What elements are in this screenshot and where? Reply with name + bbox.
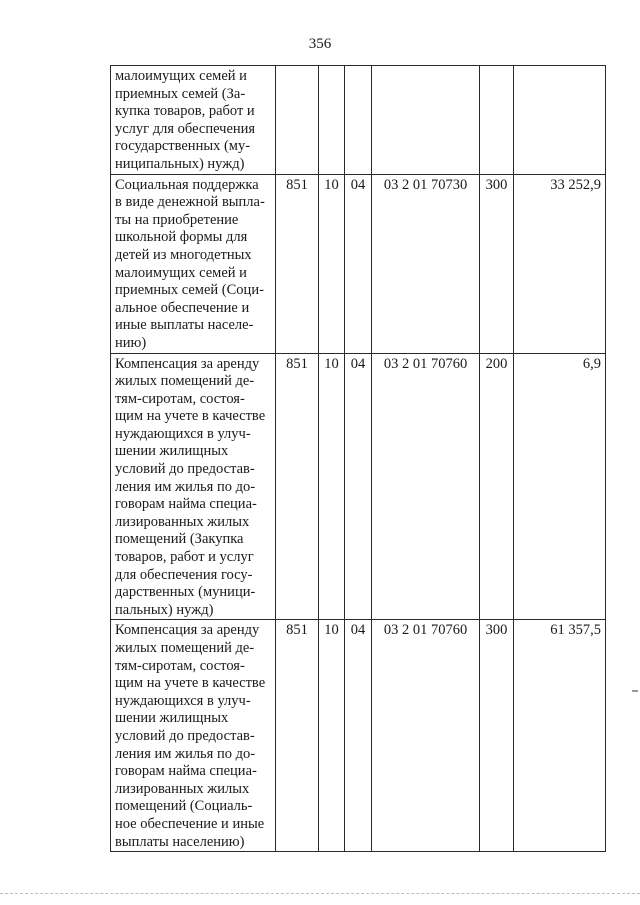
expense-name-line: жилых помещений де-: [115, 373, 255, 390]
sum-cell: 61 357,5: [514, 620, 606, 852]
expense-name-line: помещений (Социаль-: [115, 798, 253, 815]
expense-name-line: говорам найма специа-: [115, 763, 257, 780]
expense-name-line: малоимущих семей и: [115, 68, 247, 84]
expense-name-line: нуждающихся в улуч-: [115, 692, 251, 709]
target-article-cell: 03 2 01 70760: [372, 620, 480, 852]
expense-name-line: дарственных (муници-: [115, 584, 256, 601]
table-row: [111, 66, 606, 175]
sum-cell: 33 252,9: [514, 174, 606, 353]
expense-name-cell: [111, 353, 276, 620]
expense-name-line: условий до предостав-: [115, 727, 255, 744]
expense-name-line: ления им жилья по до-: [115, 745, 256, 762]
ministry-code-cell: 851: [276, 620, 319, 852]
expense-name-line: нию): [115, 334, 147, 351]
expense-name-line: ты на приобретение: [115, 211, 239, 228]
subsection-code-cell: 04: [345, 620, 372, 852]
expense-name-line: лизированных жилых: [115, 513, 250, 530]
expense-name-line: приемных семей (За-: [115, 85, 246, 102]
expense-name-cell: [111, 174, 276, 353]
expense-name-line: жилых помещений де-: [115, 640, 255, 656]
expense-name-line: помещений (Закупка: [115, 531, 244, 548]
scan-bottom-rule: [0, 893, 640, 894]
budget-table: [110, 65, 606, 852]
expense-name-line: школьной формы для: [115, 229, 248, 246]
expense-name-line: купка товаров, работ и: [115, 103, 255, 120]
expense-name-line: Социальная поддержка: [115, 176, 259, 193]
expense-type-cell: 200: [480, 353, 514, 620]
scan-edge-mark: [632, 690, 638, 692]
target-article-cell: 03 2 01 70730: [372, 174, 480, 353]
expense-name-line: шении жилищных: [115, 710, 229, 727]
table-row: [111, 353, 606, 620]
expense-type-cell: 300: [480, 620, 514, 852]
expense-name-cell: [111, 620, 276, 852]
expense-name-line: ления им жилья по до-: [115, 478, 256, 495]
expense-name-line: нуждающихся в улуч-: [115, 425, 251, 442]
table-row: [111, 620, 606, 852]
subsection-code-cell: 04: [345, 353, 372, 620]
ministry-code-cell: 851: [276, 174, 319, 353]
expense-name-line: шении жилищных: [115, 443, 229, 460]
expense-name-line: щим на учете в качестве: [115, 675, 266, 692]
expense-type-cell: [480, 66, 514, 175]
target-article-cell: 03 2 01 70760: [372, 353, 480, 620]
sum-cell: [514, 66, 606, 175]
expense-name-line: в виде денежной выпла-: [115, 194, 265, 211]
expense-name-line: для обеспечения госу-: [115, 566, 253, 583]
expense-name-line: малоимущих семей и: [115, 264, 247, 281]
section-code-cell: 10: [319, 620, 345, 852]
expense-name-line: говорам найма специа-: [115, 496, 257, 513]
expense-name-line: Компенсация за аренду: [115, 355, 260, 372]
expense-name-line: Компенсация за аренду: [115, 622, 260, 639]
expense-name-line: услуг для обеспечения: [115, 120, 256, 137]
expense-name-line: товаров, работ и услуг: [115, 549, 254, 566]
expense-name-line: лизированных жилых: [115, 780, 250, 797]
budget-table-body: [111, 66, 606, 852]
expense-name-line: условий до предостав-: [115, 461, 255, 478]
expense-name-line: ное обеспечение и иные: [115, 815, 265, 832]
ministry-code-cell: 851: [276, 353, 319, 620]
table-row: [111, 174, 606, 353]
subsection-code-cell: [345, 66, 372, 175]
subsection-code-cell: 04: [345, 174, 372, 353]
expense-name-line: тям-сиротам, состоя-: [115, 657, 245, 674]
sum-cell: 6,9: [514, 353, 606, 620]
expense-name-cell: [111, 66, 276, 175]
target-article-cell: [372, 66, 480, 175]
expense-name-line: приемных семей (Соци-: [115, 282, 264, 299]
expense-name-line: ниципальных) нужд): [115, 155, 245, 172]
section-code-cell: 10: [319, 353, 345, 620]
expense-name-line: детей из многодетных: [115, 246, 252, 263]
expense-name-line: иные выплаты населе-: [115, 317, 254, 334]
ministry-code-cell: [276, 66, 319, 175]
page-number: 356: [308, 36, 332, 52]
expense-name-line: выплаты населению): [115, 833, 245, 850]
expense-name-line: альное обеспечение и: [115, 299, 250, 316]
expense-name-line: пальных) нужд): [115, 601, 214, 618]
expense-type-cell: 300: [480, 174, 514, 353]
expense-name-line: государственных (му-: [115, 138, 251, 155]
section-code-cell: [319, 66, 345, 175]
section-code-cell: 10: [319, 174, 345, 353]
expense-name-line: тям-сиротам, состоя-: [115, 390, 245, 407]
expense-name-line: щим на учете в качестве: [115, 408, 266, 425]
